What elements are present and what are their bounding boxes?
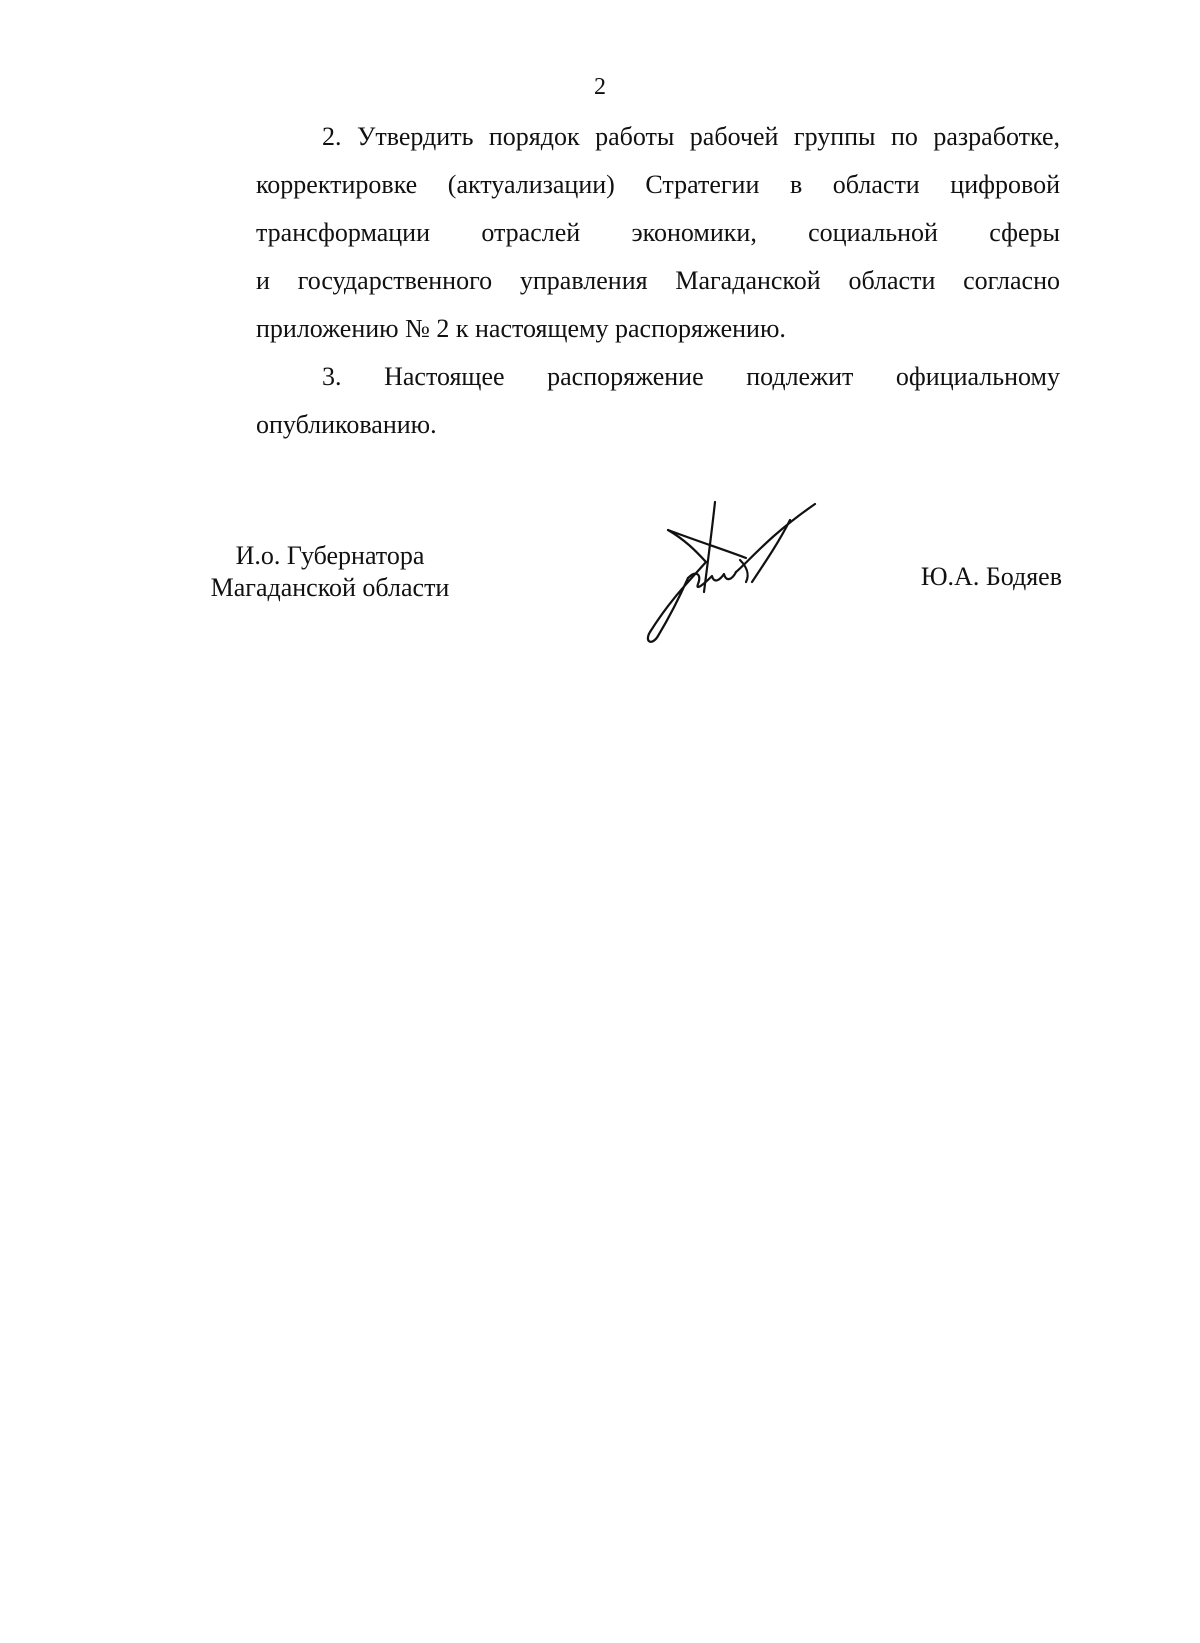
- paragraph-line: трансформации отраслей экономики, социальной сферы: [256, 218, 1060, 247]
- signer-name: Ю.А. Бодяев: [920, 562, 1062, 591]
- paragraph-3: [190, 353, 1060, 449]
- document-body: [190, 113, 1060, 449]
- page-number: 2: [594, 74, 606, 100]
- paragraph-line: 3. Настоящее распоряжение подлежит официальному: [322, 362, 1060, 391]
- position-title-line: И.о. Губернатора: [235, 541, 425, 570]
- paragraph-line: приложению № 2 к настоящему распоряжению.: [256, 314, 786, 343]
- paragraph-line: и государственного управления Магаданской области согласно: [256, 266, 1060, 295]
- paragraph-line: 2. Утвердить порядок работы рабочей группы по разработке,: [322, 122, 1060, 151]
- paragraph-2: [190, 113, 1060, 353]
- position-title-line: Магаданской области: [210, 573, 450, 602]
- paragraph-line: опубликованию.: [256, 410, 437, 439]
- paragraph-line: корректировке (актуализации) Стратегии в области цифровой: [256, 170, 1060, 199]
- handwritten-signature: [640, 500, 830, 650]
- signatory-position: [200, 540, 460, 604]
